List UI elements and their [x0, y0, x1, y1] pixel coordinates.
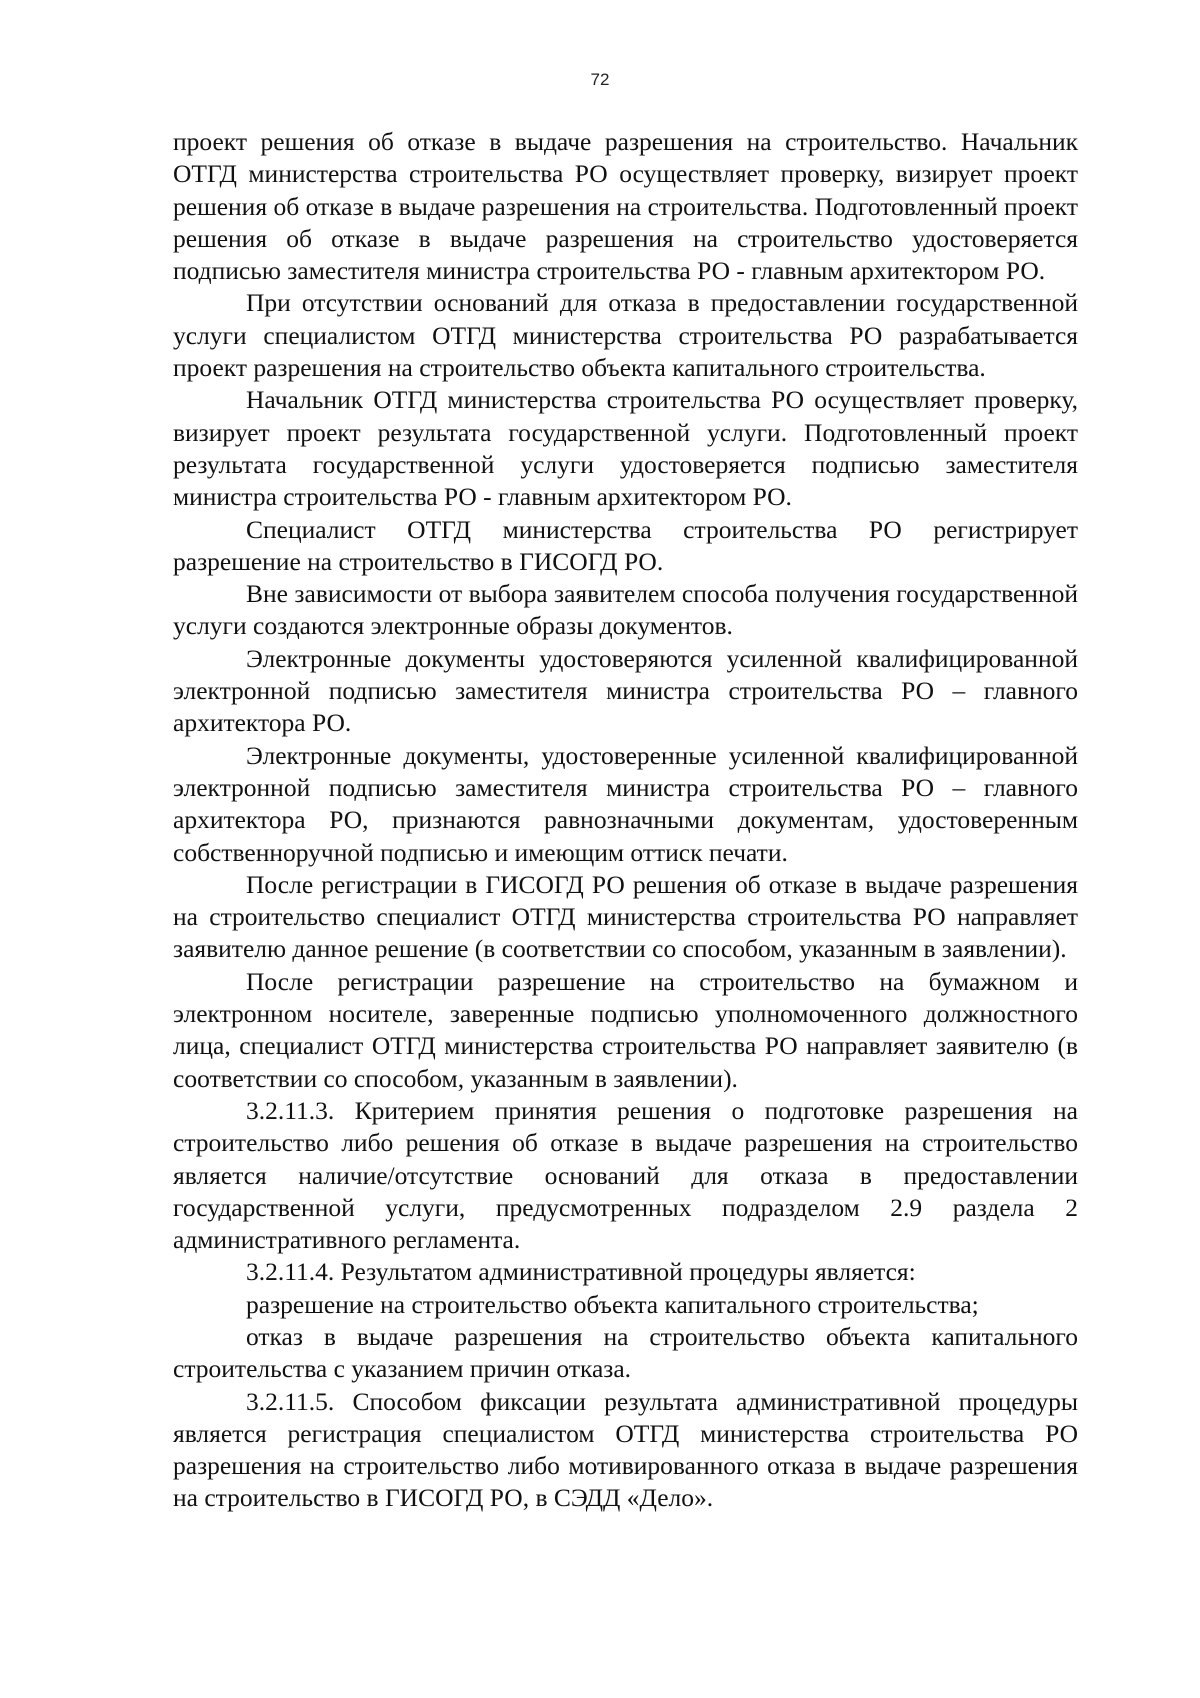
paragraph: 3.2.11.5. Способом фиксации результата административной процедуры является регистрация специалистом ОТГД министерства строительства РО разрешения на строительство либо мотивированного отказа в выдаче разрешения на строительство в ГИСОГД РО, в СЭДД «Дело».: [173, 1386, 1078, 1513]
paragraph: проект решения об отказе в выдаче разрешения на строительство. Начальник ОТГД министерства строительства РО осуществляет проверку, визирует проект решения об отказе в выдаче разрешения на строительства. Подготовленный проект решения об отказе в выдаче разрешения на строительство удостоверяется подписью заместителя министра строительства РО - главным архитектором РО.: [173, 127, 1078, 286]
paragraph: 3.2.11.3. Критерием принятия решения о подготовке разрешения на строительство либо решения об отказе в выдаче разрешения на строительство является наличие/отсутствие оснований для отказа в предоставлении государственной услуги, предусмотренных подразделом 2.9 раздела 2 административного регламента.: [173, 1095, 1078, 1255]
paragraph: 3.2.11.4. Результатом административной процедуры является:: [246, 1257, 916, 1287]
paragraph: Начальник ОТГД министерства строительства РО осуществляет проверку, визирует проект результата государственной услуги. Подготовленный проект результата государственной услуги удостоверяется подписью заместителя министра строительства РО - главным архитектором РО.: [173, 385, 1078, 512]
paragraph: После регистрации разрешение на строительство на бумажном и электронном носителе, заверенные подписью уполномоченного должностного лица, специалист ОТГД министерства строительства РО направляет заявителю (в соответствии со способом, указанным в заявлении).: [173, 966, 1078, 1093]
paragraph: Электронные документы удостоверяются усиленной квалифицированной электронной подписью заместителя министра строительства РО – главного архитектора РО.: [173, 643, 1078, 738]
paragraph: разрешение на строительство объекта капитального строительства;: [246, 1289, 979, 1319]
document-body: [173, 126, 1078, 1515]
paragraph: После регистрации в ГИСОГД РО решения об отказе в выдаче разрешения на строительство специалист ОТГД министерства строительства РО направляет заявителю данное решение (в соответствии со способом, указанным в заявлении).: [173, 869, 1078, 964]
paragraph: Вне зависимости от выбора заявителем способа получения государственной услуги создаются электронные образы документов.: [173, 579, 1078, 641]
paragraph: Электронные документы, удостоверенные усиленной квалифицированной электронной подписью заместителя министра строительства РО – главного архитектора РО, признаются равнозначными документам, удостоверенным собственноручной подписью и имеющим оттиск печати.: [173, 740, 1078, 867]
paragraph: Специалист ОТГД министерства строительства РО регистрирует разрешение на строительство в ГИСОГД РО.: [173, 514, 1078, 576]
page-number: 72: [590, 70, 610, 89]
paragraph: При отсутствии оснований для отказа в предоставлении государственной услуги специалистом ОТГД министерства строительства РО разрабатывается проект разрешения на строительство объекта капитального строительства.: [173, 288, 1078, 383]
paragraph: отказ в выдаче разрешения на строительство объекта капитального строительства с указанием причин отказа.: [173, 1321, 1078, 1384]
